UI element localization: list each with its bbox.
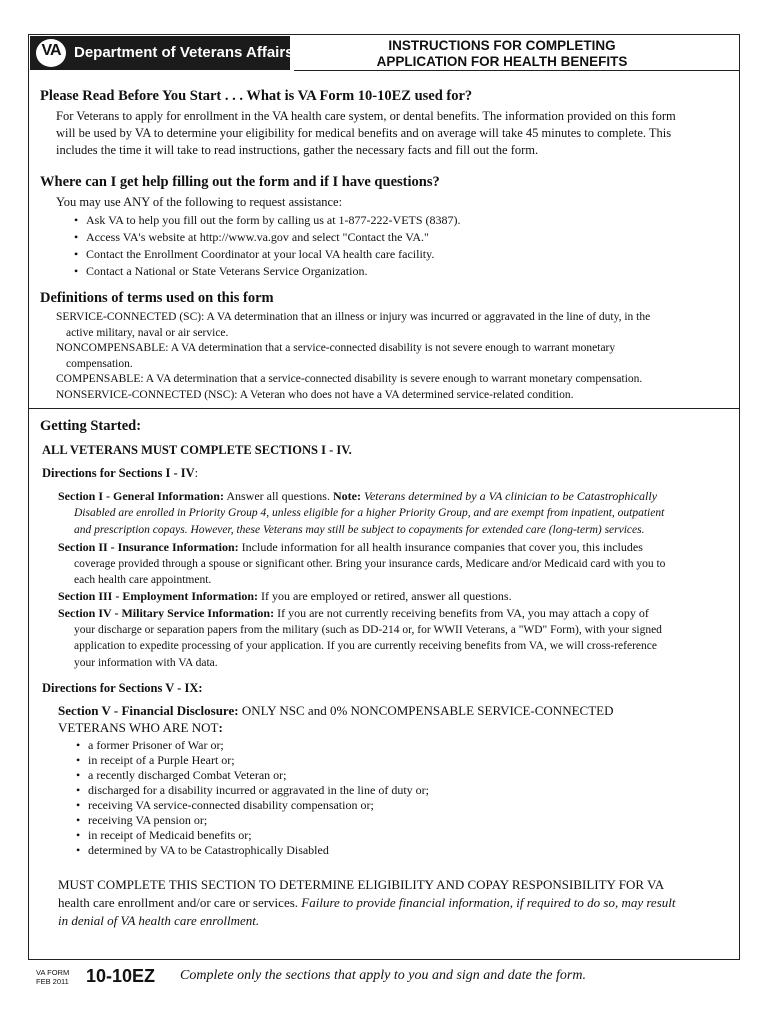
help-item: • Contact a National or State Veterans Service Organization. — [74, 264, 368, 278]
definitions-heading: Definitions of terms used on this form — [40, 290, 274, 306]
directions-i-iv: Directions for Sections I - IV: — [42, 466, 199, 480]
exclusion-item: • discharged for a disability incurred or aggravated in the line of duty or; — [76, 783, 430, 797]
department-name: Department of Veterans Affairs — [74, 44, 294, 61]
getting-started-heading: Getting Started: — [40, 418, 142, 434]
form-label: VA FORM FEB 2011 — [36, 968, 70, 986]
document-title: INSTRUCTIONS FOR COMPLETING APPLICATION FOR HEALTH BENEFITS — [376, 38, 628, 69]
exclusion-item: • a recently discharged Combat Veteran or; — [76, 768, 287, 782]
form-number: 10-10EZ — [86, 966, 156, 986]
section-i-text: Section I - General Information: Answer all questions. Note: Veterans determined by a VA clinician to be Catastrophically Disabled are enrolled in Priority Group 4, unless eligible for a higher Priority Group, and are exempt from inpatient, outpatient and prescription copays. However, these Veterans may still be subject to copayments for extended care (long-term) services. — [58, 489, 665, 536]
exclusion-item: • a former Prisoner of War or; — [76, 738, 224, 752]
must-complete-paragraph: MUST COMPLETE THIS SECTION TO DETERMINE ELIGIBILITY AND COPAY RESPONSIBILITY FOR VA health care enrollment and/or care or services. Failure to provide financial information, if required to do so, may result in denial of VA health care enrollment. — [58, 877, 676, 928]
section-iii-text: Section III - Employment Information: If you are employed or retired, answer all questions. — [58, 589, 512, 603]
definitions-list: SERVICE-CONNECTED (SC): A VA determination that an illness or injury was incurred or aggravated in the line of duty, in the active military, naval or air service. NONCOMPENSABLE: A VA determination that a service-connected disability is not severe enough to warrant monetary compensation. COMPENSABLE: A VA determination that a service-connected disability is severe enough to warrant monetary compensation. NONSERVICE-CONNECTED (NSC): A Veteran who does not have a VA determined service-related condition. — [56, 311, 651, 401]
help-item: • Access VA's website at http://www.va.gov and select "Contact the VA." — [74, 230, 429, 244]
directions-v-ix: Directions for Sections V - IX: — [42, 681, 203, 695]
footer-note: Complete only the sections that apply to you and sign and date the form. — [180, 968, 586, 983]
department-banner — [30, 36, 294, 70]
section-iv-text: Section IV - Military Service Information: If you are not currently receiving benefits from VA, you may attach a copy of your discharge or separation papers from the military (such as DD-214 or, for WWII Veterans, a "WD" Form), with your signed application to expedite processing of your application. If you are currently receiving benefits from VA, we will cross-reference your information with VA data. — [58, 606, 662, 669]
help-heading: Where can I get help filling out the form and if I have questions? — [40, 174, 440, 190]
exclusion-item: • in receipt of Medicaid benefits or; — [76, 828, 252, 842]
help-item: • Contact the Enrollment Coordinator at your local VA health care facility. — [74, 247, 435, 261]
section-divider — [28, 408, 740, 409]
header-divider — [294, 70, 740, 71]
intro-heading: Please Read Before You Start . . . What is VA Form 10-10EZ used for? — [40, 88, 473, 104]
exclusion-item: • receiving VA service-connected disability compensation or; — [76, 798, 374, 812]
section-v-text: Section V - Financial Disclosure: ONLY NSC and 0% NONCOMPENSABLE SERVICE-CONNECTED VETERANS WHO ARE NOT: — [58, 703, 614, 735]
exclusion-item: • determined by VA to be Catastrophically Disabled — [76, 843, 329, 857]
exclusion-item: • receiving VA pension or; — [76, 813, 208, 827]
all-veterans-note: ALL VETERANS MUST COMPLETE SECTIONS I - IV. — [42, 443, 352, 457]
intro-paragraph: For Veterans to apply for enrollment in the VA health care system, or dental benefits. The information provided on this form will be used by VA to determine your eligibility for medical benefits and on average will take 45 minutes to complete. This includes the time it will take to read instructions, gather the necessary facts and fill out the form. — [56, 109, 676, 157]
help-lead: You may use ANY of the following to request assistance: — [56, 195, 343, 209]
va-logo-icon: VA — [36, 39, 66, 67]
section-ii-text: Section II - Insurance Information: Include information for all health insurance companies that cover you, this includes coverage provided through a spouse or significant other. Bring your insurance cards, Medicare and/or Medicaid card with you to each health care appointment. — [58, 540, 666, 586]
exclusion-item: • in receipt of a Purple Heart or; — [76, 753, 235, 767]
help-item: • Ask VA to help you fill out the form by calling us at 1-877-222-VETS (8387). — [74, 213, 461, 227]
